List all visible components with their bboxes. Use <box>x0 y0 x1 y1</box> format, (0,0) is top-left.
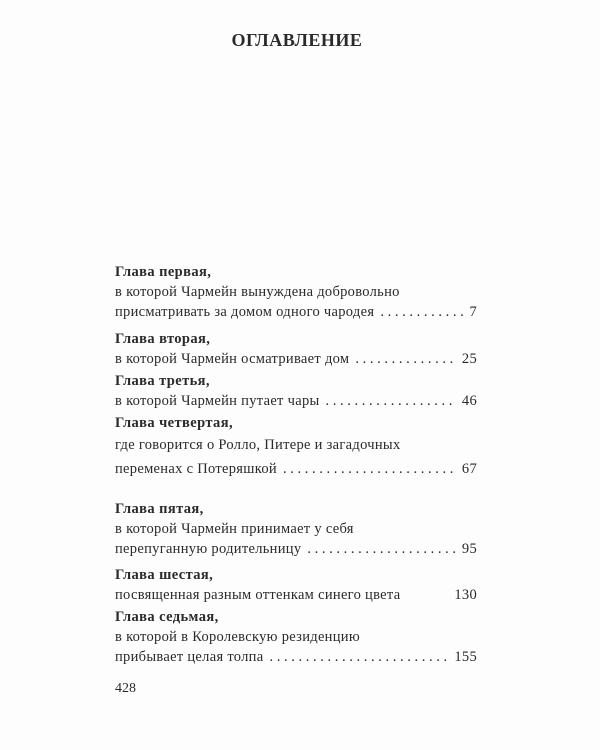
page-ref: 7 <box>469 304 477 320</box>
page-ref: 95 <box>461 541 477 557</box>
page-ref: 155 <box>454 649 477 665</box>
toc-entry[interactable] <box>115 262 477 322</box>
chapter-title: Глава третья, <box>115 373 210 389</box>
chapter-title: Глава пятая, <box>115 501 204 517</box>
dot-leader <box>269 647 448 667</box>
chapter-subtitle-line: в которой Чармейн принимает у себя <box>115 521 354 537</box>
toc-entry[interactable] <box>115 607 477 667</box>
chapter-subtitle-line: перепуганную родительницу <box>115 541 302 557</box>
chapter-subtitle-line: присматривать за домом одного чародея <box>115 304 375 320</box>
toc-entry[interactable] <box>115 371 477 411</box>
chapter-subtitle-line: переменах с Потеряшкой <box>115 461 277 477</box>
dot-leader <box>326 391 456 411</box>
page-ref: 46 <box>461 393 477 409</box>
chapter-title: Глава шестая, <box>115 567 214 583</box>
chapter-subtitle-line: где говорится о Ролло, Питере и загадочных <box>115 437 401 453</box>
dot-leader <box>355 349 456 369</box>
dot-leader <box>307 539 456 559</box>
chapter-subtitle-line: посвященная разным оттенкам синего цвета <box>115 587 401 603</box>
chapter-subtitle-line: в которой Чармейн путает чары <box>115 393 320 409</box>
page-ref: 67 <box>461 461 477 477</box>
toc-entry[interactable] <box>115 413 477 481</box>
page-number: 428 <box>115 681 136 696</box>
spacer <box>400 585 454 605</box>
chapter-title: Глава вторая, <box>115 331 211 347</box>
toc-entry[interactable] <box>115 329 477 369</box>
chapter-subtitle-line: прибывает целая толпа <box>115 649 264 665</box>
chapter-subtitle-line: в которой Чармейн осматривает дом <box>115 351 350 367</box>
toc-entry[interactable] <box>115 499 477 559</box>
chapter-subtitle-line: в которой в Королевскую резиденцию <box>115 629 360 645</box>
chapter-subtitle-line: в которой Чармейн вынуждена добровольно <box>115 284 400 300</box>
page-ref: 130 <box>454 587 477 603</box>
page-ref: 25 <box>461 351 477 367</box>
toc-entry[interactable] <box>115 565 477 605</box>
dot-leader <box>283 457 456 481</box>
page-title: ОГЛАВЛЕНИЕ <box>231 30 363 50</box>
chapter-title: Глава первая, <box>115 264 212 280</box>
dot-leader <box>380 302 463 322</box>
chapter-title: Глава седьмая, <box>115 609 219 625</box>
chapter-title: Глава четвертая, <box>115 415 233 431</box>
